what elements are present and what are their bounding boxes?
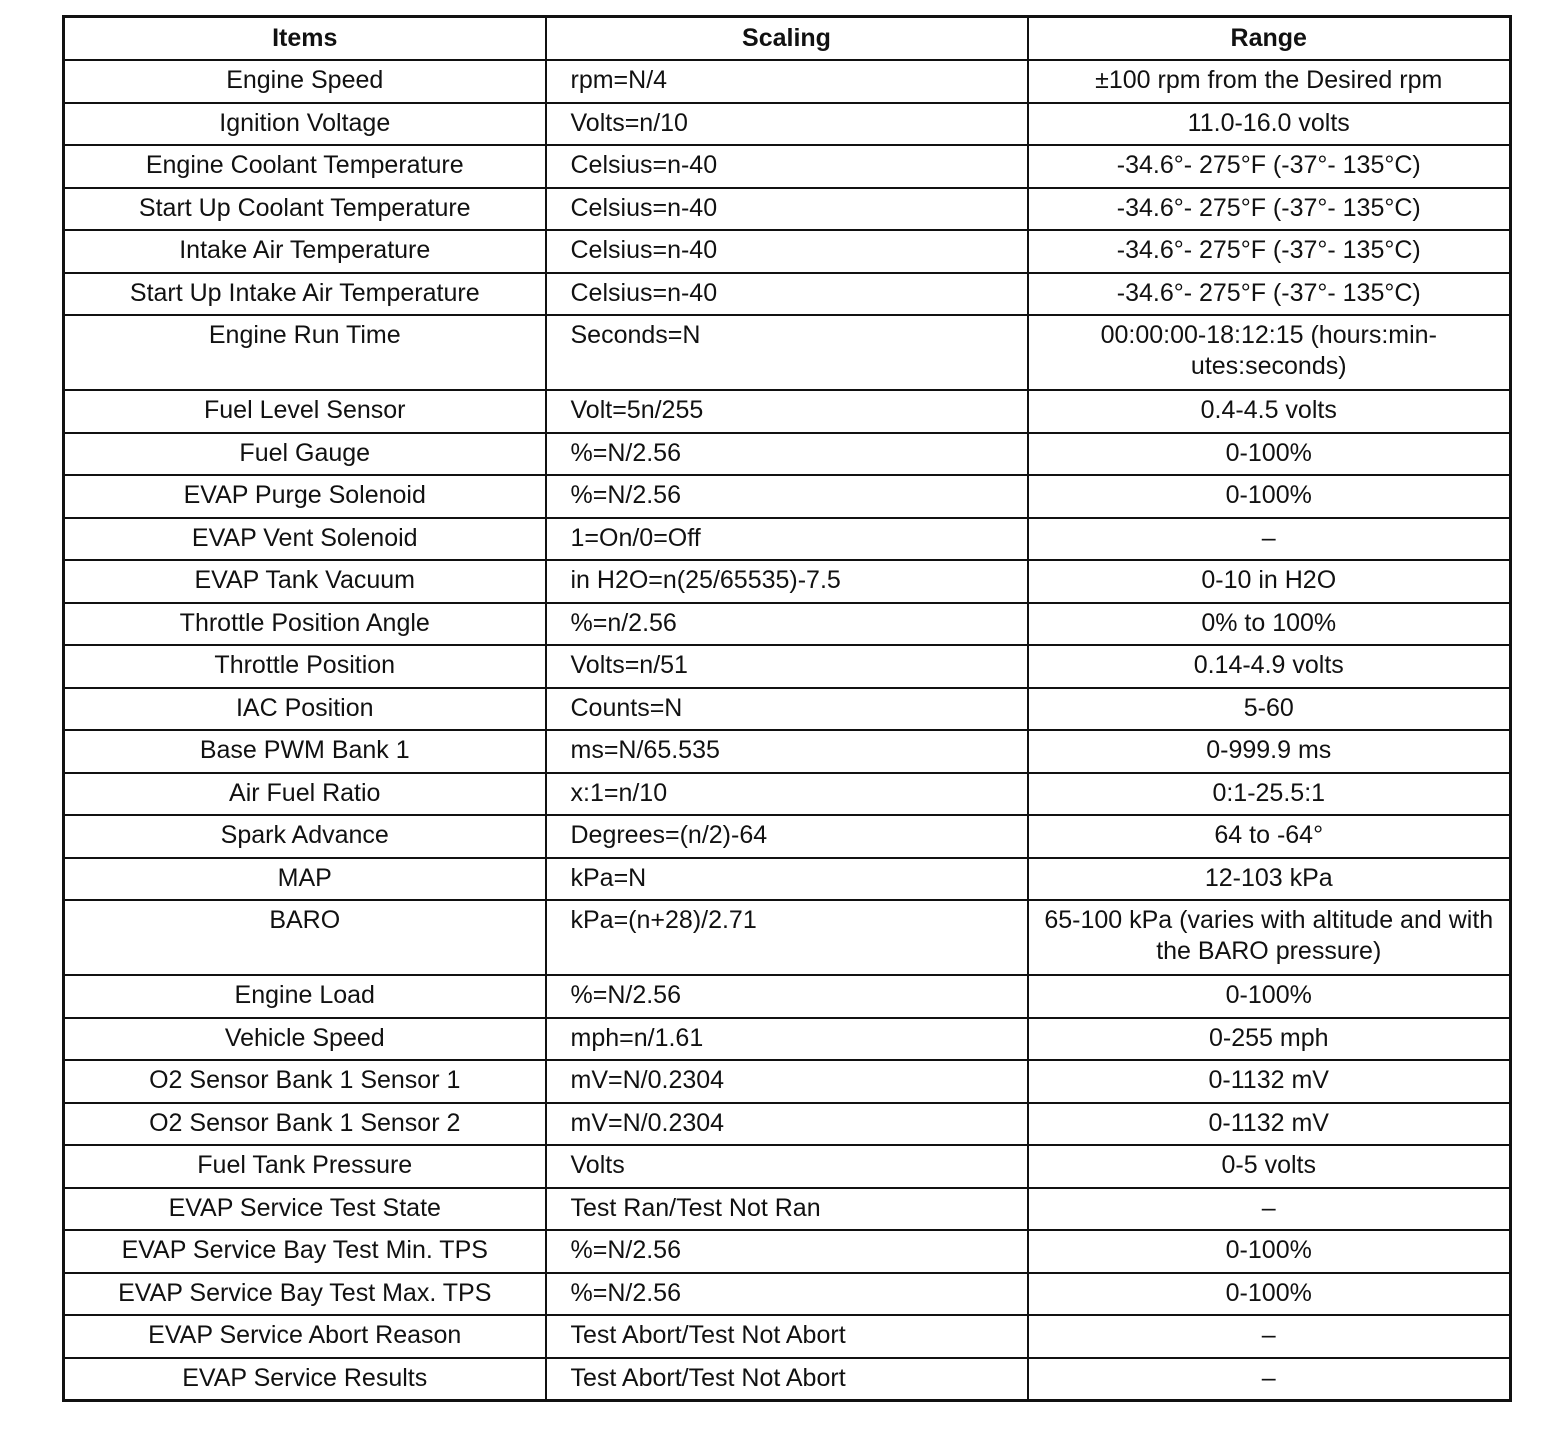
table-row xyxy=(64,1060,1511,1103)
table-row xyxy=(64,1230,1511,1273)
cell-range: 0-5 volts xyxy=(1028,1145,1511,1188)
cell-range: 0-100% xyxy=(1028,1273,1511,1316)
cell-range: -34.6°- 275°F (-37°- 135°C) xyxy=(1028,188,1511,231)
table-row xyxy=(64,1273,1511,1316)
table-row xyxy=(64,1358,1511,1401)
cell-scaling: kPa=N xyxy=(546,858,1028,901)
cell-range: ±100 rpm from the Desired rpm xyxy=(1028,60,1511,103)
cell-scaling: x:1=n/10 xyxy=(546,773,1028,816)
cell-scaling: Test Abort/Test Not Abort xyxy=(546,1315,1028,1358)
table-row xyxy=(64,103,1511,146)
table-row xyxy=(64,60,1511,103)
table-row xyxy=(64,858,1511,901)
cell-items: Fuel Tank Pressure xyxy=(64,1145,546,1188)
cell-range: 0-10 in H2O xyxy=(1028,560,1511,603)
cell-items: Throttle Position Angle xyxy=(64,603,546,646)
cell-items: EVAP Purge Solenoid xyxy=(64,475,546,518)
cell-range: 0-999.9 ms xyxy=(1028,730,1511,773)
cell-range: – xyxy=(1028,1315,1511,1358)
cell-range: 0-1132 mV xyxy=(1028,1060,1511,1103)
cell-items: O2 Sensor Bank 1 Sensor 2 xyxy=(64,1103,546,1146)
cell-scaling: Counts=N xyxy=(546,688,1028,731)
table-row xyxy=(64,1018,1511,1061)
cell-scaling: mph=n/1.61 xyxy=(546,1018,1028,1061)
cell-scaling: Volt=5n/255 xyxy=(546,390,1028,433)
cell-scaling: ms=N/65.535 xyxy=(546,730,1028,773)
cell-range: 5-60 xyxy=(1028,688,1511,731)
table-row xyxy=(64,230,1511,273)
cell-scaling: %=N/2.56 xyxy=(546,1230,1028,1273)
table-row xyxy=(64,975,1511,1018)
cell-range: -34.6°- 275°F (-37°- 135°C) xyxy=(1028,145,1511,188)
cell-scaling: Celsius=n-40 xyxy=(546,188,1028,231)
cell-items: Intake Air Temperature xyxy=(64,230,546,273)
header-row xyxy=(64,17,1511,61)
cell-scaling: mV=N/0.2304 xyxy=(546,1103,1028,1146)
cell-items: EVAP Tank Vacuum xyxy=(64,560,546,603)
table-row xyxy=(64,315,1511,390)
cell-scaling: Test Ran/Test Not Ran xyxy=(546,1188,1028,1231)
cell-items: Start Up Coolant Temperature xyxy=(64,188,546,231)
cell-scaling: Volts xyxy=(546,1145,1028,1188)
cell-items: MAP xyxy=(64,858,546,901)
cell-scaling: %=n/2.56 xyxy=(546,603,1028,646)
table-row xyxy=(64,390,1511,433)
table-row xyxy=(64,815,1511,858)
table-row xyxy=(64,645,1511,688)
table-row xyxy=(64,145,1511,188)
cell-items: Base PWM Bank 1 xyxy=(64,730,546,773)
cell-scaling: Volts=n/10 xyxy=(546,103,1028,146)
cell-items: EVAP Service Abort Reason xyxy=(64,1315,546,1358)
table-row xyxy=(64,273,1511,316)
cell-range: 0-100% xyxy=(1028,433,1511,476)
cell-items: EVAP Service Bay Test Min. TPS xyxy=(64,1230,546,1273)
table-row xyxy=(64,475,1511,518)
table-row xyxy=(64,773,1511,816)
table-header xyxy=(64,17,1511,61)
table-row xyxy=(64,688,1511,731)
cell-scaling: Celsius=n-40 xyxy=(546,145,1028,188)
table-row xyxy=(64,603,1511,646)
cell-scaling: Degrees=(n/2)-64 xyxy=(546,815,1028,858)
header-range: Range xyxy=(1028,17,1511,61)
table-body xyxy=(64,60,1511,1400)
header-scaling: Scaling xyxy=(546,17,1028,61)
table-row xyxy=(64,1145,1511,1188)
cell-range: 0-255 mph xyxy=(1028,1018,1511,1061)
table-row xyxy=(64,1315,1511,1358)
table-row xyxy=(64,560,1511,603)
cell-scaling: %=N/2.56 xyxy=(546,1273,1028,1316)
cell-items: Fuel Gauge xyxy=(64,433,546,476)
table-row xyxy=(64,433,1511,476)
cell-scaling: %=N/2.56 xyxy=(546,475,1028,518)
header-items: Items xyxy=(64,17,546,61)
table-row xyxy=(64,1103,1511,1146)
cell-scaling: Celsius=n-40 xyxy=(546,230,1028,273)
cell-range: 65-100 kPa (varies with altitude and with the BARO pressure) xyxy=(1028,900,1511,975)
cell-items: O2 Sensor Bank 1 Sensor 1 xyxy=(64,1060,546,1103)
cell-range: 0.14-4.9 volts xyxy=(1028,645,1511,688)
cell-items: EVAP Service Results xyxy=(64,1358,546,1401)
cell-range: 12-103 kPa xyxy=(1028,858,1511,901)
table-row xyxy=(64,188,1511,231)
cell-items: Engine Load xyxy=(64,975,546,1018)
cell-items: EVAP Service Bay Test Max. TPS xyxy=(64,1273,546,1316)
cell-items: EVAP Vent Solenoid xyxy=(64,518,546,561)
cell-items: Vehicle Speed xyxy=(64,1018,546,1061)
cell-scaling: Celsius=n-40 xyxy=(546,273,1028,316)
cell-scaling: 1=On/0=Off xyxy=(546,518,1028,561)
cell-items: Start Up Intake Air Temperature xyxy=(64,273,546,316)
cell-range: -34.6°- 275°F (-37°- 135°C) xyxy=(1028,230,1511,273)
table-row xyxy=(64,1188,1511,1231)
cell-range: 0.4-4.5 volts xyxy=(1028,390,1511,433)
cell-items: Air Fuel Ratio xyxy=(64,773,546,816)
cell-items: IAC Position xyxy=(64,688,546,731)
cell-range: 64 to -64° xyxy=(1028,815,1511,858)
cell-scaling: %=N/2.56 xyxy=(546,975,1028,1018)
cell-range: -34.6°- 275°F (-37°- 135°C) xyxy=(1028,273,1511,316)
cell-items: Fuel Level Sensor xyxy=(64,390,546,433)
cell-range: 0:1-25.5:1 xyxy=(1028,773,1511,816)
cell-scaling: Seconds=N xyxy=(546,315,1028,390)
cell-items: Engine Coolant Temperature xyxy=(64,145,546,188)
cell-range: 0-100% xyxy=(1028,475,1511,518)
cell-range: 00:00:00-18:12:15 (hours:min-utes:seconds) xyxy=(1028,315,1511,390)
cell-scaling: Volts=n/51 xyxy=(546,645,1028,688)
cell-items: BARO xyxy=(64,900,546,975)
cell-scaling: Test Abort/Test Not Abort xyxy=(546,1358,1028,1401)
table-row xyxy=(64,730,1511,773)
cell-range: 11.0-16.0 volts xyxy=(1028,103,1511,146)
cell-range: – xyxy=(1028,518,1511,561)
cell-range: 0-1132 mV xyxy=(1028,1103,1511,1146)
cell-range: – xyxy=(1028,1188,1511,1231)
cell-items: Engine Speed xyxy=(64,60,546,103)
cell-range: 0-100% xyxy=(1028,1230,1511,1273)
cell-range: – xyxy=(1028,1358,1511,1401)
cell-items: EVAP Service Test State xyxy=(64,1188,546,1231)
cell-scaling: kPa=(n+28)/2.71 xyxy=(546,900,1028,975)
cell-scaling: mV=N/0.2304 xyxy=(546,1060,1028,1103)
cell-items: Ignition Voltage xyxy=(64,103,546,146)
cell-items: Engine Run Time xyxy=(64,315,546,390)
cell-scaling: in H2O=n(25/65535)-7.5 xyxy=(546,560,1028,603)
table-row xyxy=(64,518,1511,561)
cell-items: Spark Advance xyxy=(64,815,546,858)
cell-scaling: %=N/2.56 xyxy=(546,433,1028,476)
cell-items: Throttle Position xyxy=(64,645,546,688)
cell-range: 0-100% xyxy=(1028,975,1511,1018)
scan-data-table xyxy=(62,15,1512,1402)
table-row xyxy=(64,900,1511,975)
cell-range: 0% to 100% xyxy=(1028,603,1511,646)
cell-scaling: rpm=N/4 xyxy=(546,60,1028,103)
